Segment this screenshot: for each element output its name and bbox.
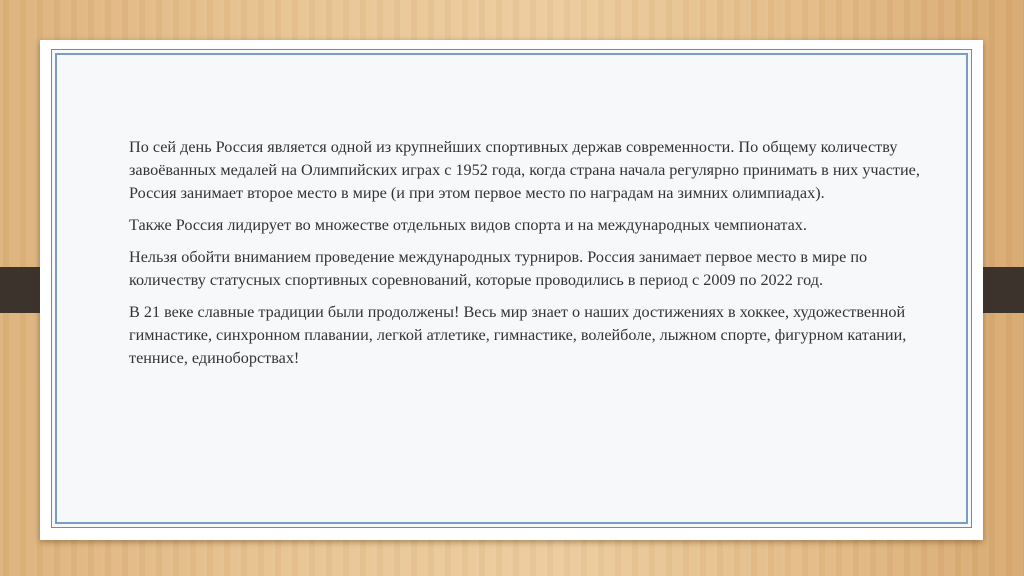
- slide-frame: [51, 49, 972, 528]
- paragraph-traditions: В 21 веке славные традиции были продолжены! Весь мир знает о наших достижениях в хоккее, художественной гимнастике, синхронном плавании, легкой атлетике, гимнастике, волейболе, лыжном спорте, фигурном катании, теннисе, единоборствах!: [129, 303, 907, 367]
- paragraph-tournaments: Нельзя обойти вниманием проведение международных турниров. Россия занимает первое место в мире по количеству статусных спортивных соревнований, которые проводились в период с 2009 по 2022 год.: [129, 248, 868, 289]
- slide-text-body: [129, 136, 929, 379]
- slide-card: [40, 40, 983, 540]
- paragraph-leadership: Также Россия лидирует во множестве отдельных видов спорта и на международных чемпионатах.: [129, 216, 807, 234]
- paragraph-olympic-medals: По сей день Россия является одной из крупнейших спортивных держав современности. По общему количеству завоёванных медалей на Олимпийских играх с 1952 года, когда страна начала регулярно принимать в них участие, Россия занимает второе место в мире (и при этом первое место по наградам на зимних олимпиадах).: [129, 138, 920, 202]
